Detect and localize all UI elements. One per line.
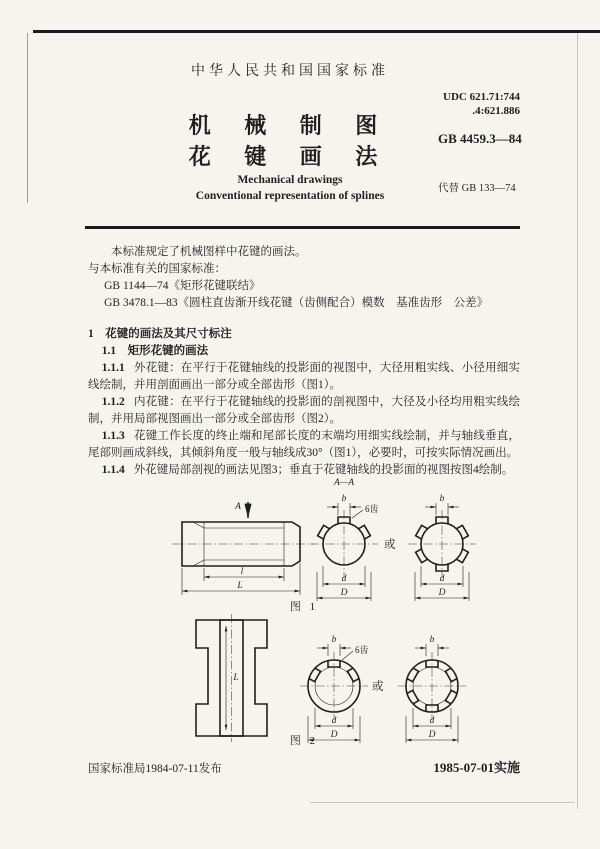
clause-number: 1.1.3 <box>101 430 125 442</box>
standard-title-chinese <box>85 110 495 172</box>
figure1-teeth-note: 6齿 <box>365 504 379 514</box>
figure1-dim-d2: d <box>439 574 445 584</box>
intro-paragraph: 本标准规定了机械图样中花键的画法。 <box>111 246 307 258</box>
title-en-line1: Mechanical drawings <box>237 174 343 186</box>
title-cn-line1: 机 械 制 图 <box>188 113 392 138</box>
clause-1-1-2 <box>88 394 520 428</box>
figure2-dim-b2: b <box>429 635 435 645</box>
scan-edge-right <box>577 33 578 809</box>
figure1-dim-l: l <box>240 567 244 577</box>
title-en-line2: Conventional representation of splines <box>195 190 385 202</box>
clause-text: 外花键：在平行于花键轴线的投影面的视图中，大径用粗实线、小径用细实线绘制，并用剖面画出一部分或全部齿形（图1）。 <box>88 362 520 391</box>
figure2-internal-spline-section-view <box>184 612 279 744</box>
figure1-section-plane-label: A <box>235 502 241 512</box>
figure1-dim-d: d <box>341 574 347 584</box>
clause-number: 1.1.4 <box>101 464 125 476</box>
footer <box>88 757 520 776</box>
figure1-dim-D: D <box>340 588 348 598</box>
figure1-section-view-full-teeth <box>394 474 490 608</box>
figure1-dim-L: L <box>237 581 243 591</box>
figure1-dim-b2: b <box>439 494 445 504</box>
scan-edge-top <box>33 30 600 33</box>
udc-line2: .4:621.886 <box>472 105 520 117</box>
figure1-section-view-partial-teeth <box>296 474 392 608</box>
clause-1-1-1 <box>88 360 520 394</box>
issued-date: 国家标准局1984-07-11发布 <box>88 763 222 775</box>
figure2-caption: 图 2 <box>289 735 319 747</box>
figure2-teeth-note: 6齿 <box>355 645 369 655</box>
figure2-dim-D2: D <box>428 730 436 740</box>
section-1-1-heading: 1.1 矩形花键的画法 <box>101 345 209 357</box>
implementation-date: 1985-07-01实施 <box>433 760 520 775</box>
body-text <box>88 244 520 479</box>
title-cn-line2: 花 键 画 法 <box>188 144 392 169</box>
standard-title-english <box>85 172 495 204</box>
figure1-or-label: 或 <box>384 539 396 551</box>
reference-standard-2: GB 3478.1—83《圆柱直齿渐开线花键（齿侧配合）模数 基准齿形 公差》 <box>104 297 489 309</box>
scan-edge-bottom <box>310 802 575 803</box>
clause-text: 内花键：在平行于花键轴线的投影面的剖视图中，大径及小径均用粗实线绘制，并用局部视图画出一部分或全部齿形（图2）。 <box>88 396 520 425</box>
standard-code: GB 4459.3—84 <box>438 131 522 146</box>
udc-line1: UDC 621.71:744 <box>443 91 520 103</box>
figure1-caption: 图 1 <box>289 601 319 613</box>
clause-number: 1.1.2 <box>101 396 125 408</box>
figure1-dim-D2: D <box>438 588 446 598</box>
replaces-note: 代替 GB 133—74 <box>438 183 516 194</box>
section-1-heading: 1 花键的画法及其尺寸标注 <box>88 328 232 340</box>
national-standard-heading: 中华人民共和国国家标准 <box>191 64 389 79</box>
figure-1 <box>88 474 520 614</box>
figure2-dim-D: D <box>330 730 338 740</box>
clause-text: 花键工作长度的终止端和尾部长度的末端均用细实线绘制，并与轴线垂直，尾部则画成斜线，其倾斜角度一般与轴线成30°（图1），必要时，可按实际情况画出。 <box>88 430 520 459</box>
figure1-section-view-label: A—A <box>333 478 355 488</box>
figure2-local-view-partial-teeth <box>286 616 382 750</box>
header-divider <box>85 226 520 229</box>
figure2-dim-b: b <box>331 635 337 645</box>
clause-text: 外花键局部剖视的画法见图3；垂直于花键轴线的投影面的视图按图4绘制。 <box>133 464 514 476</box>
figure2-or-label: 或 <box>372 681 384 693</box>
figure2-dim-d2: d <box>429 716 435 726</box>
reference-standard-1: GB 1144—74《矩形花键联结》 <box>104 280 261 292</box>
figure2-dim-d: d <box>331 716 337 726</box>
figure2-local-view-full-teeth <box>384 616 480 750</box>
figure2-dim-L: L <box>233 673 239 683</box>
figure1-dim-b: b <box>341 494 347 504</box>
clause-1-1-3 <box>88 428 520 462</box>
related-standards-intro: 与本标准有关的国家标准： <box>88 263 226 275</box>
scan-edge-left <box>27 33 28 203</box>
clause-number: 1.1.1 <box>101 362 125 374</box>
figure-2 <box>88 612 520 748</box>
